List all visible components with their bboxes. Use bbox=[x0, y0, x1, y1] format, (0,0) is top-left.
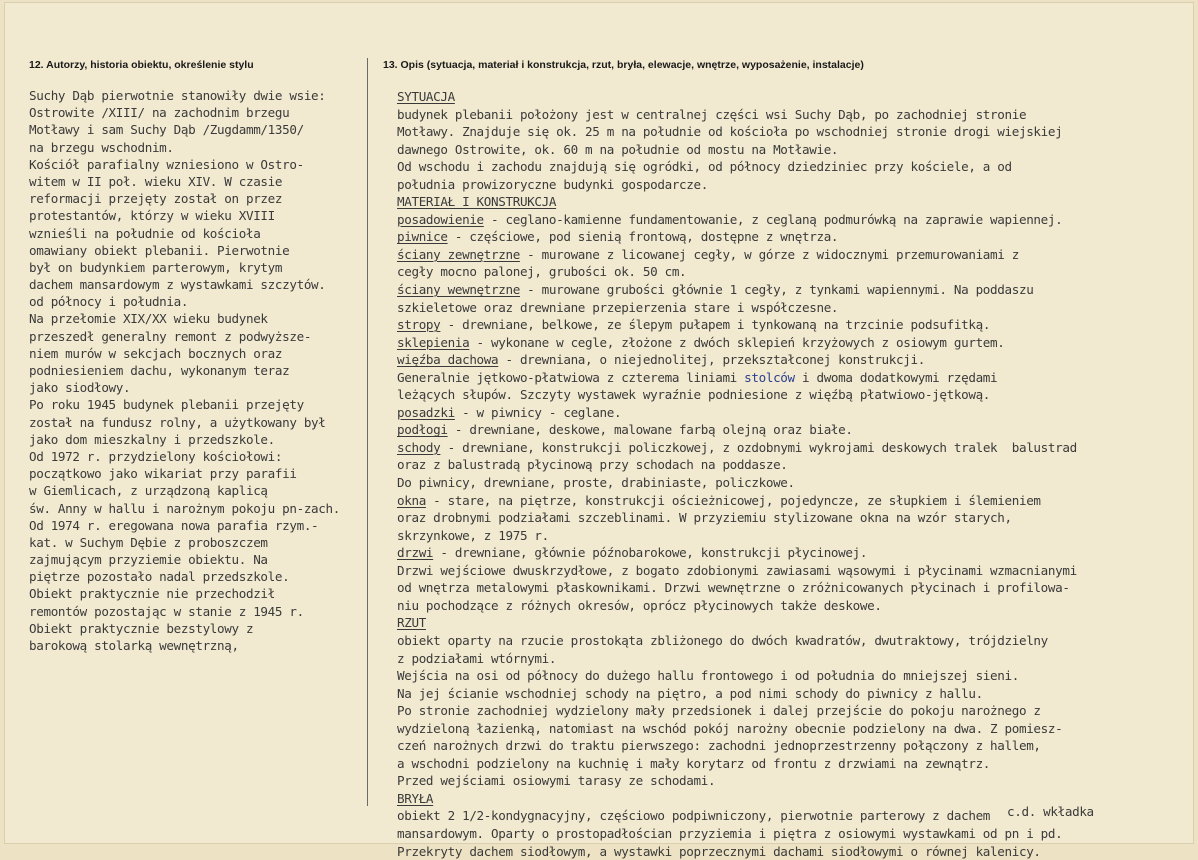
section-12-heading: 12. Autorzy, historia obiektu, określenie stylu bbox=[29, 59, 254, 71]
description-text: - drewniana, o niejednolitej, przekształconej konstrukcji. bbox=[498, 352, 925, 368]
underlined-term: drzwi bbox=[397, 545, 434, 561]
description-text-line bbox=[397, 281, 1187, 299]
underlined-term: posadzki bbox=[397, 404, 455, 420]
description-text-line bbox=[397, 737, 1187, 755]
history-text-line: został na fundusz rolny, a użytkowany był bbox=[29, 414, 326, 430]
history-text-line: Obiekt praktycznie nie przechodził bbox=[29, 586, 275, 602]
description-text-line bbox=[397, 720, 1187, 738]
description-text-line bbox=[397, 334, 1187, 352]
description-text: - stare, na piętrze, konstrukcji ościeżnicowej, pojedyncze, ze słupkiem i ślemieniem bbox=[425, 492, 1041, 508]
description-text: Przed wejściami osiowymi tarasy ze schodami. bbox=[397, 773, 716, 789]
underlined-term: stropy bbox=[397, 317, 441, 333]
section-13-heading: 13. Opis (sytuacja, materiał i konstrukcja, rzut, bryła, elewacje, wnętrze, wyposażenie, instalacje) bbox=[383, 59, 864, 71]
description-column bbox=[397, 88, 1187, 860]
description-text-line bbox=[397, 755, 1187, 773]
description-text: południa prowizoryczne budynki gospodarcze. bbox=[397, 176, 708, 192]
history-text-line: reformacji przejęty został on przez bbox=[29, 191, 283, 207]
underlined-term: piwnice bbox=[397, 229, 448, 245]
description-text: leżących słupów. Szczyty wystawek wyraźnie podniesione z więźbą płatwiowo-jętkową. bbox=[397, 387, 991, 403]
history-text-line: Na przełomie XIX/XX wieku budynek bbox=[29, 311, 268, 327]
description-text: cegły mocno palonej, grubości ok. 50 cm. bbox=[397, 264, 687, 280]
description-text-line bbox=[397, 299, 1187, 317]
description-text: niu pochodzące z różnych okresów, oprócz płycinowych także deskowe. bbox=[397, 597, 882, 613]
description-text: Wejścia na osi od północy do dużego hallu frontowego i od południa do mniejszej sieni. bbox=[397, 668, 1019, 684]
description-text: szkieletowe oraz drewniane przepierzenia stare i współczesne. bbox=[397, 299, 839, 315]
description-text-line bbox=[397, 176, 1187, 194]
description-text-line bbox=[397, 316, 1187, 334]
description-text-line bbox=[397, 193, 1187, 211]
description-text-line bbox=[397, 544, 1187, 562]
description-text-line bbox=[397, 562, 1187, 580]
description-text-line bbox=[397, 632, 1187, 650]
highlighted-word: stolców bbox=[744, 369, 795, 385]
history-text-line: początkowo jako wikariat przy parafii bbox=[29, 466, 297, 482]
history-text-line: w Giemlicach, z urządzoną kaplicą bbox=[29, 483, 268, 499]
history-text-line: piętrze pozostało nadal przedszkole. bbox=[29, 569, 290, 585]
description-text-line bbox=[397, 772, 1187, 790]
underlined-term: posadowienie bbox=[397, 211, 484, 227]
description-text-line bbox=[397, 351, 1187, 369]
description-text-line bbox=[397, 246, 1187, 264]
description-text: Po stronie zachodniej wydzielony mały przedsionek i dalej przejście do pokoju narożnego z bbox=[397, 703, 1041, 719]
history-text-line: Od 1972 r. przydzielony kościołowi: bbox=[29, 448, 283, 464]
description-text-line bbox=[397, 685, 1187, 703]
history-text-line: kat. w Suchym Dębie z proboszczem bbox=[29, 534, 268, 550]
underlined-term: okna bbox=[397, 492, 426, 508]
description-text: - drewniane, konstrukcji policzkowej, z ozdobnymi wykrojami deskowych tralek balustrad bbox=[440, 439, 1077, 455]
history-text-line: Motławy i sam Suchy Dąb /Zugdamm/1350/ bbox=[29, 122, 304, 138]
description-text: Do piwnicy, drewniane, proste, drabiniaste, policzkowe. bbox=[397, 475, 795, 491]
history-text-line: Po roku 1945 budynek plebanii przejęty bbox=[29, 397, 304, 413]
history-text-line: omawiany obiekt plebanii. Pierwotnie bbox=[29, 242, 290, 258]
description-text-line bbox=[397, 386, 1187, 404]
description-text: - wykonane w cegle, złożone z dwóch sklepień krzyżowych z osiowym gurtem. bbox=[469, 334, 1005, 350]
description-text-line bbox=[397, 702, 1187, 720]
description-text-line bbox=[397, 228, 1187, 246]
history-text-line: witem w II poł. wieku XIV. W czasie bbox=[29, 173, 283, 189]
history-text-line: podniesieniem dachu, wykonanym teraz bbox=[29, 363, 290, 378]
description-text-line bbox=[397, 158, 1187, 176]
history-column bbox=[29, 87, 364, 654]
description-text: - drewniane, deskowe, malowane farbą olejną oraz białe. bbox=[447, 422, 853, 438]
description-text: mansardowym. Oparty o prostopadłościan przyziemia i piętra z osiowymi wystawkami od pn i pd. bbox=[397, 825, 1063, 841]
history-text-line: Kościół parafialny wzniesiono w Ostro- bbox=[29, 156, 304, 172]
description-text-line bbox=[397, 88, 1187, 106]
underlined-term: sklepienia bbox=[397, 334, 470, 350]
underlined-term: ściany wewnętrzne bbox=[397, 282, 520, 298]
description-text: Generalnie jętkowo-płatwiowa z czterema liniami bbox=[397, 369, 745, 385]
description-text: budynek plebanii położony jest w centralnej części wsi Suchy Dąb, po zachodniej stronie bbox=[397, 106, 1027, 122]
description-text: Drzwi wejściowe dwuskrzydłowe, z bogato zdobionymi zawiasami wąsowymi i płycinami wzmacnianymi bbox=[397, 562, 1077, 578]
history-text-line: na brzegu wschodnim. bbox=[29, 139, 174, 155]
history-text-line: Obiekt praktycznie bezstylowy z bbox=[29, 620, 254, 636]
history-text-line: Suchy Dąb pierwotnie stanowiły dwie wsie: bbox=[29, 88, 326, 103]
description-text-line bbox=[397, 667, 1187, 685]
underlined-term: podłogi bbox=[397, 422, 448, 438]
history-text-line: św. Anny w hallu i narożnym pokoju pn-zach. bbox=[29, 500, 340, 516]
history-text-line: przeszedł generalny remont z podwyższe- bbox=[29, 328, 312, 344]
history-text-line: remontów pozostając w stanie z 1945 r. bbox=[29, 603, 304, 619]
description-text-line bbox=[397, 527, 1187, 545]
description-text: - ceglano-kamienne fundamentowanie, z ceglaną podmurówką na zaprawie wapiennej. bbox=[483, 211, 1063, 227]
description-text: Od wschodu i zachodu znajdują się ogródki, od północy dziedziniec przy kościele, a od bbox=[397, 159, 1012, 175]
underlined-term: MATERIAŁ I KONSTRUKCJA bbox=[397, 194, 557, 210]
history-text-line: protestantów, którzy w wieku XVIII bbox=[29, 208, 275, 224]
description-text-line bbox=[397, 650, 1187, 668]
description-text: czeń narożnych drzwi do traktu pierwszego: zachodni jednoprzestrzenny połączony z hallem, bbox=[397, 738, 1041, 754]
history-text-line: Od 1974 r. eregowana nowa parafia rzym.- bbox=[29, 517, 319, 533]
description-text-line bbox=[397, 579, 1187, 597]
history-text-line: dachem mansardowym z wystawkami szczytów. bbox=[29, 277, 326, 293]
description-text: - częściowe, pod sienią frontową, dostępne z wnętrza. bbox=[447, 229, 839, 245]
description-text-line bbox=[397, 123, 1187, 141]
underlined-term: więźba dachowa bbox=[397, 352, 499, 368]
description-text: - drewniane, belkowe, ze ślepym pułapem i tynkowaną na trzcinie podsufitką. bbox=[440, 317, 991, 333]
description-text-line bbox=[397, 614, 1187, 632]
description-text-line bbox=[397, 492, 1187, 510]
underlined-term: RZUT bbox=[397, 615, 426, 631]
description-text: od wnętrza metalowymi płaskownikami. Drzwi wewnętrzne o zróżnicowanych płycinach i profilowa- bbox=[397, 580, 1070, 596]
description-text: Przekryty dachem siodłowym, a wystawki poprzecznymi dachami siodłowymi o równej kalenicy. bbox=[397, 843, 1041, 859]
description-text-line bbox=[397, 597, 1187, 615]
description-text-line bbox=[397, 369, 1187, 387]
description-text-line bbox=[397, 843, 1187, 860]
description-text: obiekt oparty na rzucie prostokąta zbliżonego do dwóch kwadratów, dwutraktowy, trójdzielny bbox=[397, 632, 1048, 648]
description-text-line bbox=[397, 825, 1187, 843]
description-text-line bbox=[397, 456, 1187, 474]
history-text-line: niem murów w sekcjach bocznych oraz bbox=[29, 345, 283, 361]
history-text-line: jako siodłowy. bbox=[29, 380, 131, 396]
underlined-term: SYTUACJA bbox=[397, 89, 455, 104]
history-text-line: Ostrowite /XIII/ na zachodnim brzegu bbox=[29, 105, 290, 121]
continuation-note: c.d. wkładka bbox=[1007, 804, 1094, 819]
underlined-term: ściany zewnętrzne bbox=[397, 246, 520, 262]
description-text: a wschodni podzielony na kuchnię i mały korytarz od frontu z drzwiami na zewnątrz. bbox=[397, 755, 991, 771]
underlined-term: schody bbox=[397, 439, 441, 455]
description-text-line bbox=[397, 509, 1187, 527]
description-text: - murowane z licowanej cegły, w górze z widocznymi przemurowaniami z bbox=[519, 246, 1019, 262]
history-text-line: był on budynkiem parterowym, krytym bbox=[29, 259, 283, 275]
description-text: - w piwnicy - ceglane. bbox=[454, 404, 622, 420]
description-text-line bbox=[397, 474, 1187, 492]
description-text-line bbox=[397, 263, 1187, 281]
description-text: oraz drobnymi podziałami szczeblinami. W przyziemiu stylizowane okna na wzór starych, bbox=[397, 510, 1012, 526]
description-text-line bbox=[397, 211, 1187, 229]
description-text-line bbox=[397, 421, 1187, 439]
description-text-line bbox=[397, 404, 1187, 422]
history-text-line: wznieśli na południe od kościoła bbox=[29, 225, 261, 241]
description-text-line bbox=[397, 439, 1187, 457]
description-text: - drewniane, głównie późnobarokowe, konstrukcji płycinowej. bbox=[433, 545, 868, 561]
description-text: wydzieloną łazienką, natomiast na wschód pokój narożny obecnie podzielony na dwa. Z pomiesz- bbox=[397, 720, 1063, 736]
description-text: i dwoma dodatkowymi rzędami bbox=[794, 369, 998, 385]
description-text-line bbox=[397, 141, 1187, 159]
underlined-term: BRYŁA bbox=[397, 790, 434, 806]
description-text: z podziałami wtórnymi. bbox=[397, 650, 557, 666]
description-text: dawnego Ostrowite, ok. 60 m na południe od mostu na Motławie. bbox=[397, 141, 839, 157]
history-text-line: od północy i południa. bbox=[29, 294, 189, 310]
description-text: obiekt 2 1/2-kondygnacyjny, częściowo podpiwniczony, pierwotnie parterowy z dachem bbox=[397, 808, 991, 824]
column-divider bbox=[367, 58, 368, 806]
history-text-line: barokową stolarką wewnętrzną, bbox=[29, 638, 239, 653]
history-text-line: zajmującym przyziemie obiektu. Na bbox=[29, 552, 268, 568]
history-text-line: jako dom mieszkalny i przedszkole. bbox=[29, 431, 275, 447]
description-text: oraz z balustradą płycinową przy schodach na poddasze. bbox=[397, 457, 788, 473]
description-text: - murowane grubości głównie 1 cegły, z tynkami wapiennymi. Na poddaszu bbox=[519, 282, 1034, 298]
description-text: skrzynkowe, z 1975 r. bbox=[397, 527, 549, 543]
description-text: Motławy. Znajduje się ok. 25 m na południe od kościoła po wschodniej stronie drogi wiejskiej bbox=[397, 124, 1063, 140]
description-text-line bbox=[397, 106, 1187, 124]
description-text: Na jej ścianie wschodniej schody na piętro, a pod nimi schody do piwnicy z hallu. bbox=[397, 685, 983, 701]
